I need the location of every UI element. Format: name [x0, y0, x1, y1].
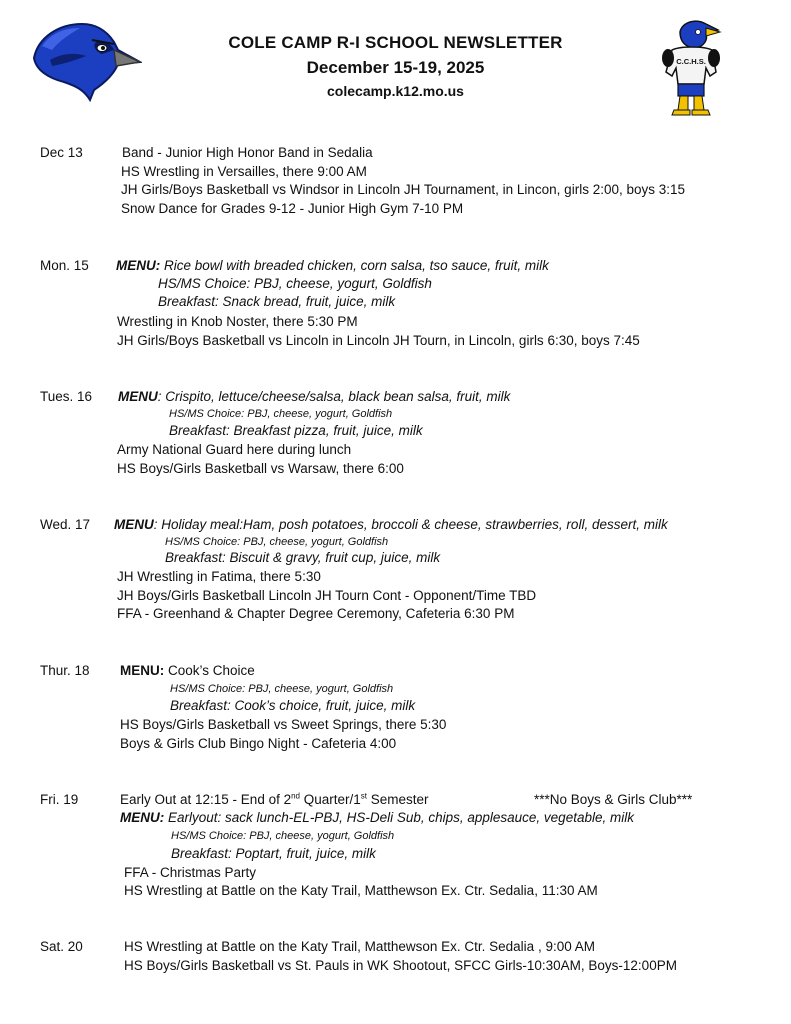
early-out-text: Early Out at 12:15 - End of 2 [120, 792, 292, 807]
newsletter-title: COLE CAMP R-I SCHOOL NEWSLETTER [228, 33, 563, 52]
breakfast-line: Breakfast: Biscuit & gravy, fruit cup, juice, milk [165, 550, 441, 565]
day-label-wed: Wed. 17 [40, 517, 91, 532]
breakfast-line: Breakfast: Breakfast pizza, fruit, juice, milk [169, 423, 423, 438]
day-label-tue: Tues. 16 [40, 389, 93, 404]
bluejay-mascot-logo-icon [660, 18, 722, 118]
menu-text: Earlyout: sack lunch-EL-PBJ, HS-Deli Sub, chips, applesauce, vegetable, milk [164, 810, 634, 825]
menu-label: MENU [118, 389, 158, 404]
breakfast-line: Breakfast: Cook’s choice, fruit, juice, milk [170, 698, 416, 713]
event-line: Band - Junior High Honor Band in Sedalia [122, 145, 373, 160]
day-label-fri: Fri. 19 [40, 792, 79, 807]
event-line: HS Wrestling at Battle on the Katy Trail, Matthewson Ex. Ctr. Sedalia , 9:00 AM [124, 939, 595, 954]
event-line: Wrestling in Knob Noster, there 5:30 PM [117, 314, 358, 329]
menu-line [118, 388, 510, 405]
choice-line: HS/MS Choice: PBJ, cheese, yogurt, Goldfish [165, 536, 389, 548]
newsletter-header [0, 0, 791, 120]
early-out-text: Semester [367, 792, 429, 807]
menu-text: : Crispito, lettuce/cheese/salsa, black bean salsa, fruit, milk [157, 389, 511, 404]
menu-label: MENU: [120, 810, 165, 825]
event-line: JH Boys/Girls Basketball Lincoln JH Tourn Cont - Opponent/Time TBD [117, 588, 537, 603]
day-label-mon: Mon. 15 [40, 258, 89, 273]
choice-line: HS/MS Choice: PBJ, cheese, yogurt, Goldfish [169, 408, 393, 420]
event-line: JH Girls/Boys Basketball vs Lincoln in Lincoln JH Tourn, in Lincoln, girls 6:30, boys 7:45 [117, 333, 640, 348]
event-line: HS Boys/Girls Basketball vs Warsaw, there 6:00 [117, 461, 404, 476]
day-label-dec13: Dec 13 [40, 145, 83, 160]
mascot-badge-text: C.C.H.S. [676, 57, 706, 66]
choice-line: HS/MS Choice: PBJ, cheese, yogurt, Goldfish [158, 276, 432, 291]
newsletter-website: colecamp.k12.mo.us [327, 83, 464, 99]
menu-line [120, 809, 634, 826]
day-label-thu: Thur. 18 [40, 663, 90, 678]
event-line: HS Wrestling in Versailles, there 9:00 AM [121, 164, 367, 179]
day-label-sat: Sat. 20 [40, 939, 83, 954]
menu-line [120, 662, 255, 679]
ordinal-suffix: st [360, 791, 368, 801]
event-line: HS Boys/Girls Basketball vs St. Pauls in WK Shootout, SFCC Girls-10:30AM, Boys-12:00PM [124, 958, 677, 973]
ordinal-suffix: nd [291, 791, 301, 801]
early-out-text: Quarter/1 [300, 792, 361, 807]
event-line: Army National Guard here during lunch [117, 442, 352, 457]
menu-text: : Holiday meal:Ham, posh potatoes, broccoli & cheese, strawberries, roll, dessert, milk [153, 517, 668, 532]
menu-label: MENU: [120, 663, 165, 678]
event-line: JH Wrestling in Fatima, there 5:30 [117, 569, 321, 584]
choice-line: HS/MS Choice: PBJ, cheese, yogurt, Goldfish [170, 683, 394, 695]
event-line: FFA - Greenhand & Chapter Degree Ceremony, Cafeteria 6:30 PM [117, 606, 515, 621]
menu-line [116, 257, 549, 274]
event-line: HS Boys/Girls Basketball vs Sweet Springs, there 5:30 [120, 717, 447, 732]
menu-label: MENU [114, 517, 154, 532]
breakfast-line: Breakfast: Snack bread, fruit, juice, milk [158, 294, 396, 309]
event-line: Snow Dance for Grades 9-12 - Junior High Gym 7-10 PM [121, 201, 464, 216]
early-out-line [120, 791, 429, 808]
event-line: FFA - Christmas Party [124, 865, 257, 880]
event-line: HS Wrestling at Battle on the Katy Trail, Matthewson Ex. Ctr. Sedalia, 11:30 AM [124, 883, 598, 898]
club-note: ***No Boys & Girls Club*** [534, 792, 693, 807]
newsletter-dates: December 15-19, 2025 [306, 58, 485, 77]
breakfast-line: Breakfast: Poptart, fruit, juice, milk [171, 846, 376, 861]
menu-line [114, 516, 668, 533]
event-line: Boys & Girls Club Bingo Night - Cafeteria 4:00 [120, 736, 397, 751]
menu-text: Cook’s Choice [164, 663, 255, 678]
choice-line: HS/MS Choice: PBJ, cheese, yogurt, Goldfish [171, 830, 395, 842]
menu-label: MENU: [116, 258, 161, 273]
event-line: JH Girls/Boys Basketball vs Windsor in Lincoln JH Tournament, in Lincon, girls 2:00, boys 3:15 [121, 182, 686, 197]
menu-text: Rice bowl with breaded chicken, corn salsa, tso sauce, fruit, milk [160, 258, 549, 273]
